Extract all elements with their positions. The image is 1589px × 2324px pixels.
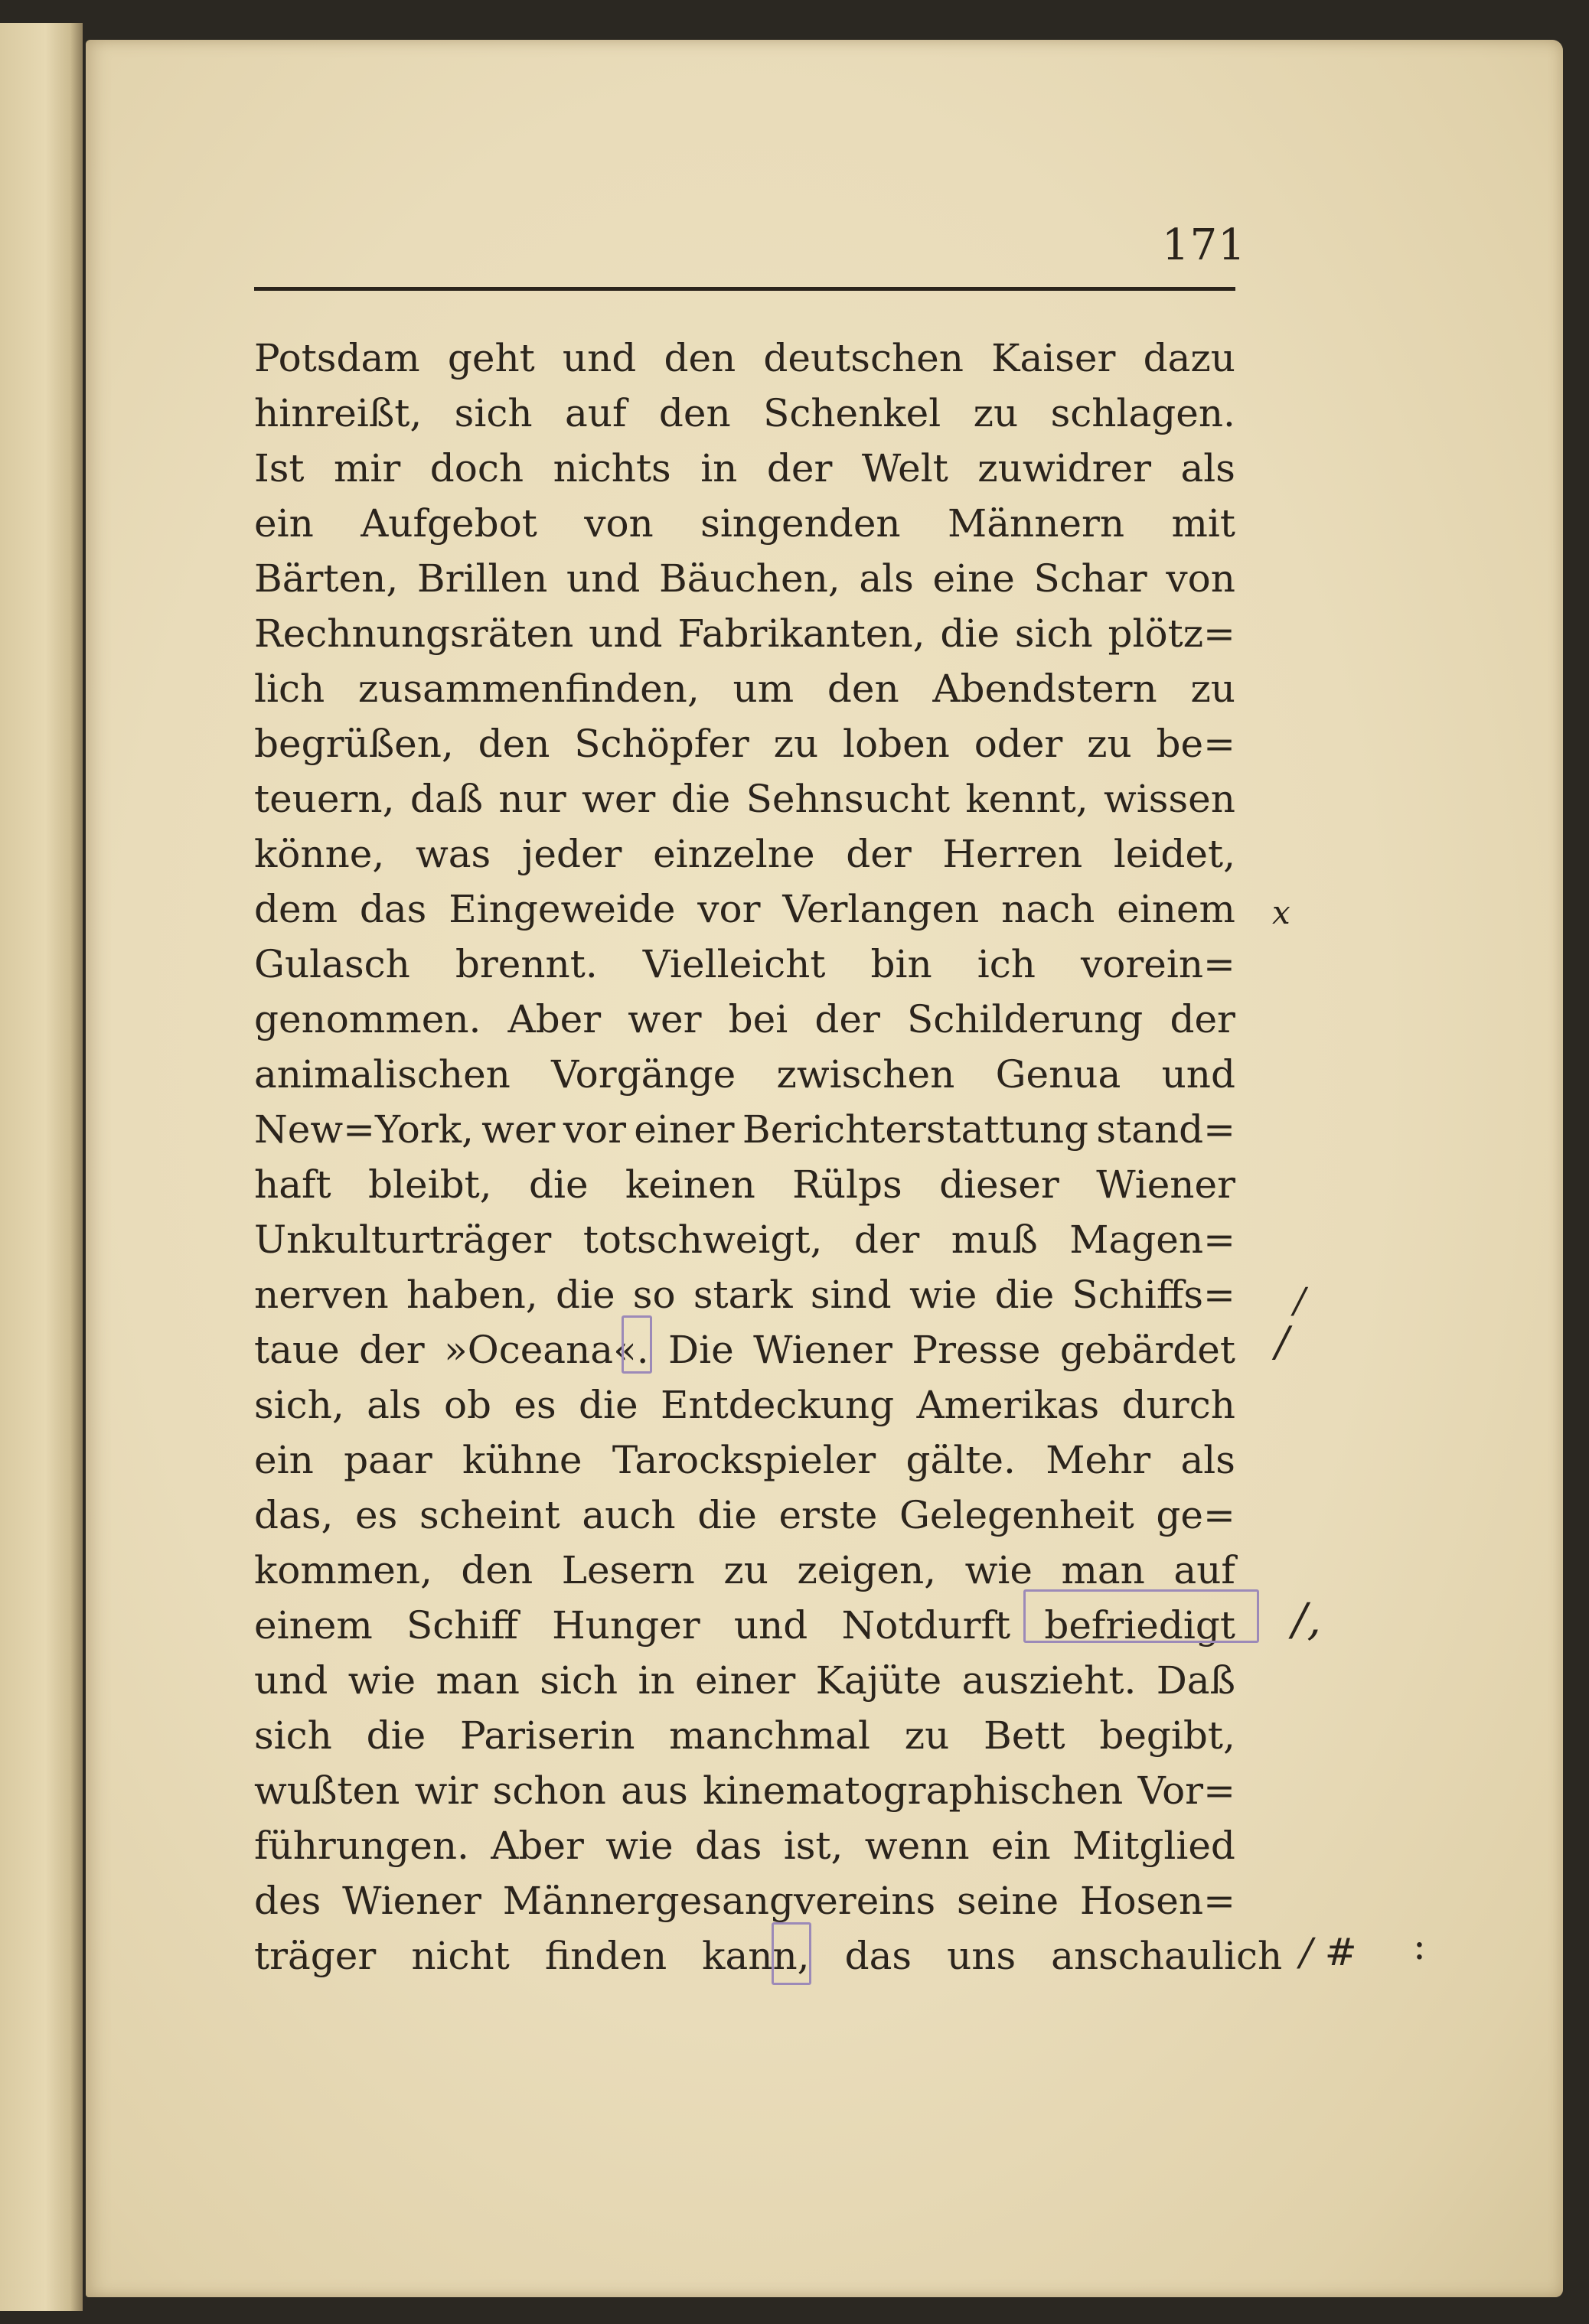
word: Presse xyxy=(912,1328,1041,1372)
word: sich, xyxy=(254,1383,344,1427)
word: hinreißt, xyxy=(254,391,423,435)
word: Notdurft xyxy=(841,1603,1011,1648)
word: von xyxy=(1166,556,1235,601)
word: mit xyxy=(1171,501,1235,546)
text-line xyxy=(254,1818,1235,1873)
word: durch xyxy=(1121,1383,1235,1427)
text-line xyxy=(254,882,1235,937)
word: »Oceana«. xyxy=(444,1328,649,1372)
word: sich xyxy=(1014,611,1093,656)
word: sich xyxy=(540,1658,618,1703)
word: von xyxy=(584,501,654,546)
word: manchmal xyxy=(669,1713,870,1758)
word: nur xyxy=(498,777,566,821)
word: begrüßen, xyxy=(254,722,454,766)
word: sind xyxy=(810,1273,892,1317)
word: keinen xyxy=(625,1162,755,1207)
word: der xyxy=(359,1328,425,1372)
word: Berichterstattung xyxy=(742,1107,1089,1152)
word: Magen= xyxy=(1069,1217,1235,1262)
word: gälte. xyxy=(905,1438,1016,1482)
word: Herren xyxy=(942,832,1083,876)
text-line xyxy=(254,331,1235,386)
word: könne, xyxy=(254,832,385,876)
word: Gelegenheit xyxy=(899,1493,1134,1537)
word: dem xyxy=(254,887,338,931)
word: Schöpfer xyxy=(574,722,749,766)
word: Schilderung xyxy=(906,997,1144,1041)
word: es xyxy=(355,1493,398,1537)
word: zeigen, xyxy=(797,1548,937,1592)
word: ob xyxy=(443,1383,492,1427)
word: anschaulich xyxy=(1051,1934,1283,1978)
word: Vielleicht xyxy=(642,942,826,986)
word: einer xyxy=(634,1107,735,1152)
body-text xyxy=(254,331,1283,1983)
word: muß xyxy=(951,1217,1038,1262)
text-line xyxy=(254,1763,1235,1818)
margin-colon-mark: : xyxy=(1413,1924,1426,1968)
word: Fabrikanten, xyxy=(677,611,925,656)
word: Aber xyxy=(491,1824,584,1868)
text-line xyxy=(254,1267,1235,1322)
word: Männern xyxy=(948,501,1125,546)
word: wissen xyxy=(1104,777,1235,821)
word: Eingeweide xyxy=(449,887,676,931)
word: einzelne xyxy=(653,832,815,876)
word: vor xyxy=(563,1107,627,1152)
word: jeder xyxy=(521,832,622,876)
text-line xyxy=(254,1322,1235,1377)
word: Genua xyxy=(995,1052,1121,1097)
header-rule xyxy=(254,287,470,291)
text-line xyxy=(254,1873,1235,1928)
word: wie xyxy=(347,1658,416,1703)
word: und xyxy=(733,1603,808,1648)
word: uns xyxy=(947,1934,1016,1978)
word: befriedigt xyxy=(1044,1603,1235,1648)
word: Schiffs= xyxy=(1072,1273,1235,1317)
word: und xyxy=(562,336,637,380)
word: Schar xyxy=(1033,556,1147,601)
word: auch xyxy=(582,1493,676,1537)
word: ge= xyxy=(1156,1493,1235,1537)
word: sich xyxy=(254,1713,332,1758)
text-line xyxy=(254,386,1235,441)
word: Pariserin xyxy=(459,1713,635,1758)
word: Bärten, xyxy=(254,556,399,601)
header-rule xyxy=(470,287,798,291)
word: Schenkel xyxy=(763,391,941,435)
word: Männergesangvereins xyxy=(502,1879,936,1923)
word: zu xyxy=(773,722,819,766)
word: die xyxy=(528,1162,589,1207)
word: ein xyxy=(254,501,314,546)
text-line xyxy=(254,1928,1283,1983)
correction-box xyxy=(772,1922,811,1985)
word: Unkulturträger xyxy=(254,1217,552,1262)
word: Abendstern xyxy=(932,667,1157,711)
word: Vor= xyxy=(1137,1768,1235,1813)
word: so xyxy=(632,1273,676,1317)
word: Hosen= xyxy=(1079,1879,1235,1923)
correction-box xyxy=(622,1315,652,1374)
word: wie xyxy=(605,1824,674,1868)
word: der xyxy=(846,832,912,876)
word: das xyxy=(359,887,427,931)
word: in xyxy=(700,446,738,491)
text-line xyxy=(254,771,1235,826)
word: den xyxy=(478,722,550,766)
word: Daß xyxy=(1156,1658,1235,1703)
word: einem xyxy=(1117,887,1235,931)
text-line xyxy=(254,606,1235,661)
word: auszieht. xyxy=(961,1658,1137,1703)
word: ein xyxy=(990,1824,1051,1868)
word: wer xyxy=(582,777,656,821)
text-line xyxy=(254,441,1235,496)
word: brennt. xyxy=(455,942,598,986)
word: Brillen xyxy=(416,556,548,601)
word: scheint xyxy=(419,1493,560,1537)
word: sich xyxy=(454,391,533,435)
word: paar xyxy=(344,1438,432,1482)
text-line xyxy=(254,1212,1235,1267)
word: Gulasch xyxy=(254,942,410,986)
word: ich xyxy=(977,942,1036,986)
word: leidet, xyxy=(1113,832,1235,876)
word: nichts xyxy=(553,446,671,491)
word: des xyxy=(254,1879,321,1923)
word: eine xyxy=(932,556,1015,601)
word: genommen. xyxy=(254,997,481,1041)
word: mir xyxy=(333,446,401,491)
word: das, xyxy=(254,1493,334,1537)
header-rule xyxy=(798,287,1235,291)
word: vor xyxy=(697,887,761,931)
word: auf xyxy=(1173,1548,1235,1592)
word: aus xyxy=(621,1768,688,1813)
word: zwischen xyxy=(776,1052,955,1097)
word: zu xyxy=(904,1713,950,1758)
word: der xyxy=(1170,997,1235,1041)
word: New=York, xyxy=(254,1107,474,1152)
word: einer xyxy=(695,1658,796,1703)
word: dieser xyxy=(939,1162,1059,1207)
word: bei xyxy=(728,997,788,1041)
word: was xyxy=(415,832,491,876)
word: den xyxy=(658,391,731,435)
word: nicht xyxy=(411,1934,510,1978)
correction-box xyxy=(1023,1589,1259,1643)
word: zu xyxy=(1190,667,1235,711)
previous-page-edge xyxy=(0,23,83,2311)
word: kennt, xyxy=(965,777,1088,821)
word: schlagen. xyxy=(1050,391,1235,435)
word: man xyxy=(1061,1548,1145,1592)
word: oder xyxy=(974,722,1063,766)
word: wer xyxy=(628,997,702,1041)
word: als xyxy=(1180,446,1235,491)
word: bleibt, xyxy=(368,1162,492,1207)
word: deutschen xyxy=(763,336,964,380)
word: den xyxy=(664,336,736,380)
word: Sehnsucht xyxy=(746,777,951,821)
word: zu xyxy=(973,391,1019,435)
word: Vorgänge xyxy=(551,1052,736,1097)
word: Aufgebot xyxy=(361,501,537,546)
word: nach xyxy=(1001,887,1095,931)
word: zusammenfinden, xyxy=(357,667,700,711)
text-line xyxy=(254,1047,1235,1102)
word: Rechnungsräten xyxy=(254,611,574,656)
margin-x-mark: x xyxy=(1272,894,1290,931)
margin-slash-comma-mark: /, xyxy=(1292,1593,1321,1645)
word: kühne xyxy=(462,1438,582,1482)
word: Mitglied xyxy=(1072,1824,1235,1868)
word: Verlangen xyxy=(782,887,980,931)
word: haben, xyxy=(406,1273,538,1317)
word: Bett xyxy=(984,1713,1065,1758)
text-line xyxy=(254,992,1235,1047)
text-line xyxy=(254,1157,1235,1212)
word: seine xyxy=(957,1879,1059,1923)
word: das xyxy=(844,1934,912,1978)
word: und xyxy=(254,1658,328,1703)
word: wußten xyxy=(254,1768,400,1813)
word: Die xyxy=(668,1328,734,1372)
word: geht xyxy=(447,336,535,380)
word: animalischen xyxy=(254,1052,511,1097)
word: dazu xyxy=(1143,336,1235,380)
word: stark xyxy=(693,1273,793,1317)
word: die xyxy=(671,777,731,821)
word: stand= xyxy=(1096,1107,1235,1152)
word: wer xyxy=(481,1107,556,1152)
text-line xyxy=(254,716,1235,771)
word: haft xyxy=(254,1162,331,1207)
word: der xyxy=(853,1217,920,1262)
word: die xyxy=(940,611,1000,656)
word: zu xyxy=(723,1548,768,1592)
word: wie xyxy=(909,1273,977,1317)
text-line xyxy=(254,496,1235,551)
word: die xyxy=(994,1273,1055,1317)
word: loben xyxy=(842,722,950,766)
word: zu xyxy=(1087,722,1132,766)
word: die xyxy=(555,1273,615,1317)
word: Wiener xyxy=(753,1328,892,1372)
word: einem xyxy=(254,1603,373,1648)
word: taue xyxy=(254,1328,340,1372)
text-line xyxy=(254,1377,1235,1433)
word: Hunger xyxy=(552,1603,700,1648)
word: plötz= xyxy=(1108,611,1235,656)
word: finden xyxy=(544,1934,667,1978)
word: Wiener xyxy=(1096,1162,1235,1207)
word: Kajüte xyxy=(815,1658,942,1703)
word: Potsdam xyxy=(254,336,420,380)
word: begibt, xyxy=(1099,1713,1235,1758)
word: ein xyxy=(254,1438,314,1482)
word: um xyxy=(733,667,794,711)
word: als xyxy=(859,556,914,601)
word: auf xyxy=(564,391,627,435)
word: nerven xyxy=(254,1273,389,1317)
word: Entdeckung xyxy=(660,1383,895,1427)
word: Amerikas xyxy=(916,1383,1100,1427)
word: Ist xyxy=(254,446,305,491)
word: daß xyxy=(409,777,484,821)
word: Wiener xyxy=(342,1879,481,1923)
word: es xyxy=(514,1383,556,1427)
word: ist, xyxy=(783,1824,843,1868)
word: be= xyxy=(1156,722,1235,766)
margin-hash-mark: / # xyxy=(1300,1930,1357,1974)
word: die xyxy=(579,1383,638,1427)
word: und xyxy=(1161,1052,1235,1097)
text-line xyxy=(254,1488,1235,1543)
word: den xyxy=(461,1548,533,1592)
word: bin xyxy=(870,942,932,986)
word: lich xyxy=(254,667,325,711)
text-line xyxy=(254,661,1235,716)
word: Lesern xyxy=(561,1548,695,1592)
text-line xyxy=(254,1708,1235,1763)
margin-slash-mark: / xyxy=(1275,1318,1290,1366)
word: der xyxy=(766,446,833,491)
word: den xyxy=(827,667,899,711)
word: wenn xyxy=(864,1824,970,1868)
word: Bäuchen, xyxy=(659,556,840,601)
word: wir xyxy=(414,1768,478,1813)
text-line xyxy=(254,1102,1235,1157)
word: singenden xyxy=(700,501,901,546)
text-line xyxy=(254,1653,1235,1708)
word: kommen, xyxy=(254,1548,432,1592)
word: kann, xyxy=(702,1934,810,1978)
word: wie xyxy=(964,1548,1033,1592)
word: zuwidrer xyxy=(977,446,1152,491)
word: schon xyxy=(492,1768,606,1813)
word: das xyxy=(694,1824,762,1868)
word: Welt xyxy=(861,446,948,491)
word: Kaiser xyxy=(991,336,1116,380)
text-line xyxy=(254,1433,1235,1488)
word: Rülps xyxy=(792,1162,902,1207)
word: teuern, xyxy=(254,777,395,821)
text-line xyxy=(254,826,1235,882)
word: als xyxy=(367,1383,422,1427)
text-line xyxy=(254,551,1235,606)
word: erste xyxy=(778,1493,878,1537)
word: Aber xyxy=(507,997,602,1041)
word: Mehr xyxy=(1046,1438,1151,1482)
word: Tarockspieler xyxy=(612,1438,876,1482)
word: und xyxy=(566,556,641,601)
page-number: 171 xyxy=(1162,220,1246,270)
word: träger xyxy=(254,1934,377,1978)
word: gebärdet xyxy=(1059,1328,1235,1372)
word: der xyxy=(814,997,880,1041)
word: doch xyxy=(429,446,524,491)
word: kinematographischen xyxy=(703,1768,1124,1813)
word: vorein= xyxy=(1081,942,1235,986)
text-line xyxy=(254,937,1235,992)
word: als xyxy=(1180,1438,1235,1482)
word: und xyxy=(589,611,663,656)
word: totschweigt, xyxy=(582,1217,823,1262)
margin-slash-mark: / xyxy=(1294,1279,1306,1321)
word: führungen. xyxy=(254,1824,469,1868)
word: in xyxy=(638,1658,675,1703)
word: die xyxy=(366,1713,426,1758)
word: man xyxy=(436,1658,520,1703)
word: die xyxy=(697,1493,757,1537)
word: Schiff xyxy=(406,1603,518,1648)
